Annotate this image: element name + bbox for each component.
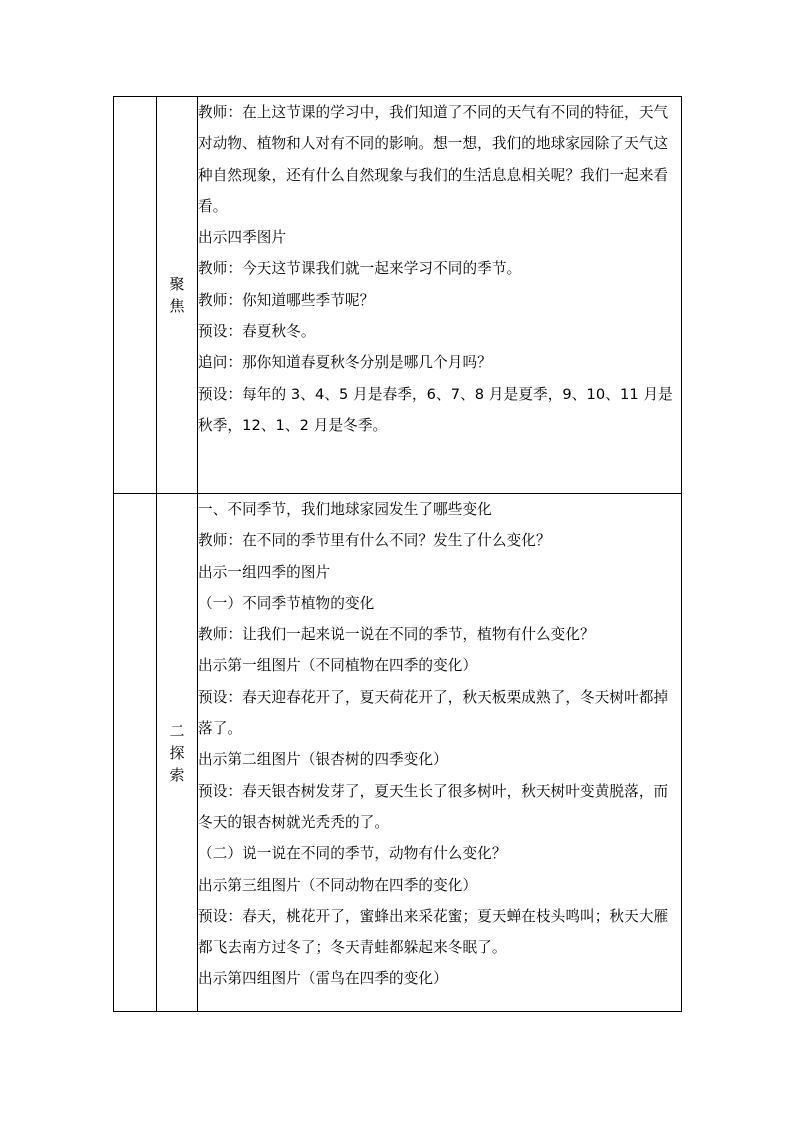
paragraph: （一）不同季节植物的变化 (198, 594, 375, 612)
paragraph: 出示一组四季的图片 (198, 563, 331, 581)
paragraph: 预设：春天银杏树发芽了，夏天生长了很多树叶，秋天树叶变黄脱落，而冬天的银杏树就光秃秃的了。 (198, 782, 669, 831)
paragraph: 出示四季图片 (198, 229, 287, 247)
paragraph: 预设：春天迎春花开了，夏天荷花开了，秋天板栗成熟了，冬天树叶都掉落了。 (198, 688, 669, 738)
paragraph: 教师：在上这节课的学习中，我们知道了不同的天气有不同的特征，天气对动物、植物和人对有不同的影响。想一想，我们的地球家园除了天气这种自然现象，还有什么自然现象与我们的生活息息相关呢？我们一起来看看。 (198, 104, 669, 215)
paragraph: 预设：春天，桃花开了，蜜蜂出来采花蜜；夏天蝉在枝头鸣叫；秋天大雁都飞去南方过冬了；冬天青蛙都躲起来冬眠了。 (198, 907, 669, 957)
paragraph: 出示第二组图片（银杏树的四季变化） (198, 751, 448, 769)
paragraph: 预设：春夏秋冬。 (198, 323, 316, 341)
row-explore (114, 494, 682, 1012)
stage-label-cell (157, 494, 198, 1012)
stage-content-cell (198, 97, 682, 494)
paragraph: 追问：那你知道春夏秋冬分别是哪几个月吗？ (198, 354, 492, 372)
stage-label-char: 二 (169, 721, 185, 740)
stage-number-cell (114, 494, 157, 1012)
stage-number-cell (114, 97, 157, 494)
stage-label-char: 聚 (169, 275, 185, 293)
paragraph: 预设：每年的 3、4、5 月是春季，6、7、8 月是夏季，9、10、11 月是秋季，12、1、2 月是冬季。 (198, 385, 673, 434)
paragraph: 教师：你知道哪些季节呢？ (198, 291, 375, 309)
paragraph: 出示第一组图片（不同植物在四季的变化） (198, 657, 478, 675)
stage-label-cell (157, 97, 198, 494)
paragraph: 一、不同季节，我们地球家园发生了哪些变化 (198, 501, 492, 518)
stage-label-char: 焦 (169, 297, 185, 315)
lesson-plan-table (113, 96, 682, 1012)
stage-content-cell (198, 494, 682, 1012)
stage-label-char: 索 (169, 765, 185, 784)
paragraph: 教师：今天这节课我们就一起来学习不同的季节。 (198, 260, 522, 278)
paragraph: 出示第三组图片（不同动物在四季的变化） (198, 876, 478, 894)
row-focus (114, 97, 682, 494)
paragraph: （二）说一说在不同的季节，动物有什么变化？ (198, 845, 507, 863)
stage-label-char: 探 (169, 743, 185, 762)
paragraph: 教师：在不同的季节里有什么不同？发生了什么变化？ (198, 532, 551, 550)
paragraph: 教师：让我们一起来说一说在不同的季节，植物有什么变化？ (198, 626, 595, 644)
paragraph: 出示第四组图片（雷鸟在四季的变化） (198, 970, 448, 988)
